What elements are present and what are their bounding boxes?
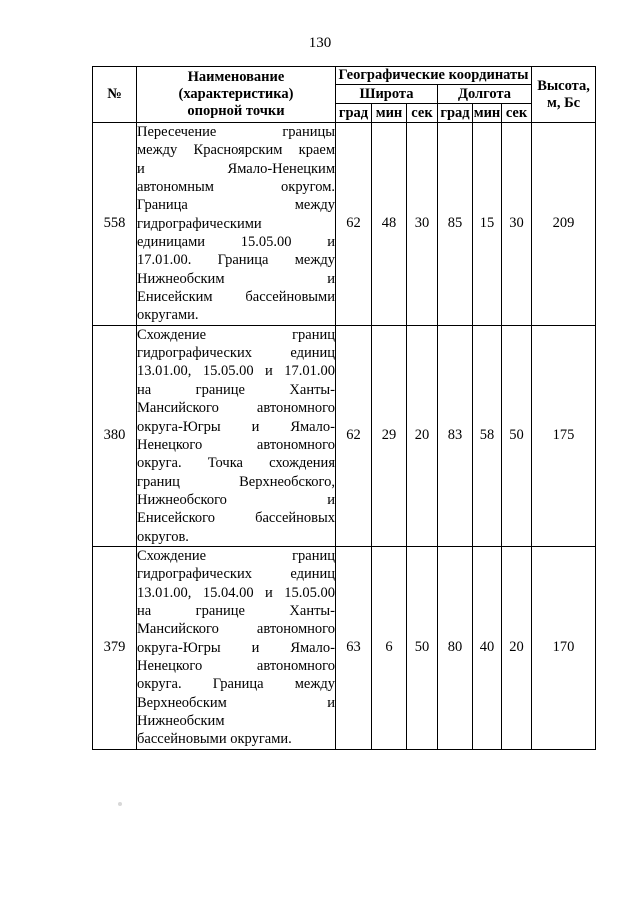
table-row xyxy=(93,123,596,326)
lon-min: 40 xyxy=(473,546,502,749)
point-number: 380 xyxy=(93,325,137,546)
description-line: на границе Ханты- xyxy=(137,381,335,398)
description-line: округов. xyxy=(137,528,189,545)
description-line: 17.01.00. Граница между xyxy=(137,252,335,269)
description-line: на границе Ханты- xyxy=(137,602,335,619)
description-line: округа-Югры и Ямало- xyxy=(137,418,335,435)
height-value: 175 xyxy=(532,325,596,546)
description-line: бассейновыми округами. xyxy=(137,731,292,748)
point-number: 558 xyxy=(93,123,137,326)
height-value: 170 xyxy=(532,546,596,749)
lat-min: 6 xyxy=(372,546,407,749)
description-line: гидрографических единиц xyxy=(137,345,335,362)
lat-deg: 62 xyxy=(336,325,372,546)
description-line: и Ямало-Ненецким xyxy=(137,160,335,177)
description-line: границ Верхнеобского, xyxy=(137,473,335,490)
lat-sec: 50 xyxy=(407,546,438,749)
description-line: 13.01.00, 15.04.00 и 15.05.00 xyxy=(137,584,335,601)
lon-sec: 30 xyxy=(502,123,532,326)
header-name xyxy=(137,67,336,123)
lat-deg: 63 xyxy=(336,546,372,749)
header-number: № xyxy=(93,67,137,123)
lat-min: 48 xyxy=(372,123,407,326)
description-line: Пересечение границы xyxy=(137,124,335,140)
description-line: Ненецкого автономного xyxy=(137,657,335,674)
header-geo-coordinates: Географические координаты xyxy=(336,67,532,85)
page-number: 130 xyxy=(308,35,332,51)
description-line: Схождение границ xyxy=(137,326,335,343)
description-line: Нижнеобским xyxy=(137,713,225,729)
lon-sec: 20 xyxy=(502,546,532,749)
header-name-line: (характеристика) xyxy=(178,86,294,102)
header-height: Высота, м, Бс xyxy=(532,67,596,123)
description-line: автономным округом. xyxy=(137,179,335,196)
point-description xyxy=(137,546,336,749)
coordinates-table xyxy=(92,66,596,750)
header-lon-min: мин xyxy=(473,104,501,121)
description-line: Верхнеобским и xyxy=(137,694,335,711)
table-row xyxy=(93,546,596,749)
lon-sec: 50 xyxy=(502,325,532,546)
scan-speck xyxy=(118,802,122,806)
description-line: гидрографических единиц xyxy=(137,566,335,583)
lat-sec: 30 xyxy=(407,123,438,326)
description-line: округа. Точка схождения xyxy=(137,455,335,472)
description-line: Енисейского бассейновых xyxy=(137,510,335,527)
description-line: Ненецкого автономного xyxy=(137,436,335,453)
header-longitude: Долгота xyxy=(438,85,532,104)
header-lat-deg: град xyxy=(336,104,372,123)
description-line: Нижнеобским и xyxy=(137,270,335,287)
description-line: округа-Югры и Ямало- xyxy=(137,639,335,656)
description-line: гидрографическими xyxy=(137,215,262,232)
description-line: округа. Граница между xyxy=(137,676,335,693)
description-line: единицами 15.05.00 и xyxy=(137,234,335,251)
lon-deg: 83 xyxy=(438,325,473,546)
lon-min: 58 xyxy=(473,325,502,546)
header-latitude: Широта xyxy=(336,85,438,104)
description-line: Мансийского автономного xyxy=(137,621,335,638)
lat-deg: 62 xyxy=(336,123,372,326)
description-line: Нижнеобского и xyxy=(137,491,335,508)
description-line: округами. xyxy=(137,307,199,324)
lat-sec: 20 xyxy=(407,325,438,546)
lon-min: 15 xyxy=(473,123,502,326)
point-number: 379 xyxy=(93,546,137,749)
description-line: Схождение границ xyxy=(137,547,335,564)
point-description xyxy=(137,325,336,546)
header-lat-min: мин xyxy=(372,104,407,123)
lon-deg: 85 xyxy=(438,123,473,326)
point-description xyxy=(137,123,336,326)
lat-min: 29 xyxy=(372,325,407,546)
header-lon-sec: сек xyxy=(502,104,532,123)
height-value: 209 xyxy=(532,123,596,326)
description-line: 13.01.00, 15.05.00 и 17.01.00 xyxy=(137,363,335,380)
header-lat-sec: сек xyxy=(407,104,438,123)
description-line: Граница между xyxy=(137,197,335,214)
description-line: между Красноярским краем xyxy=(137,142,335,159)
description-line: Енисейским бассейновыми xyxy=(137,289,335,306)
description-line: Мансийского автономного xyxy=(137,400,335,417)
table-row xyxy=(93,325,596,546)
header-lon-deg: град xyxy=(438,104,473,123)
lon-deg: 80 xyxy=(438,546,473,749)
header-name-line: опорной точки xyxy=(187,103,285,119)
header-name-line: Наименование xyxy=(187,69,285,85)
